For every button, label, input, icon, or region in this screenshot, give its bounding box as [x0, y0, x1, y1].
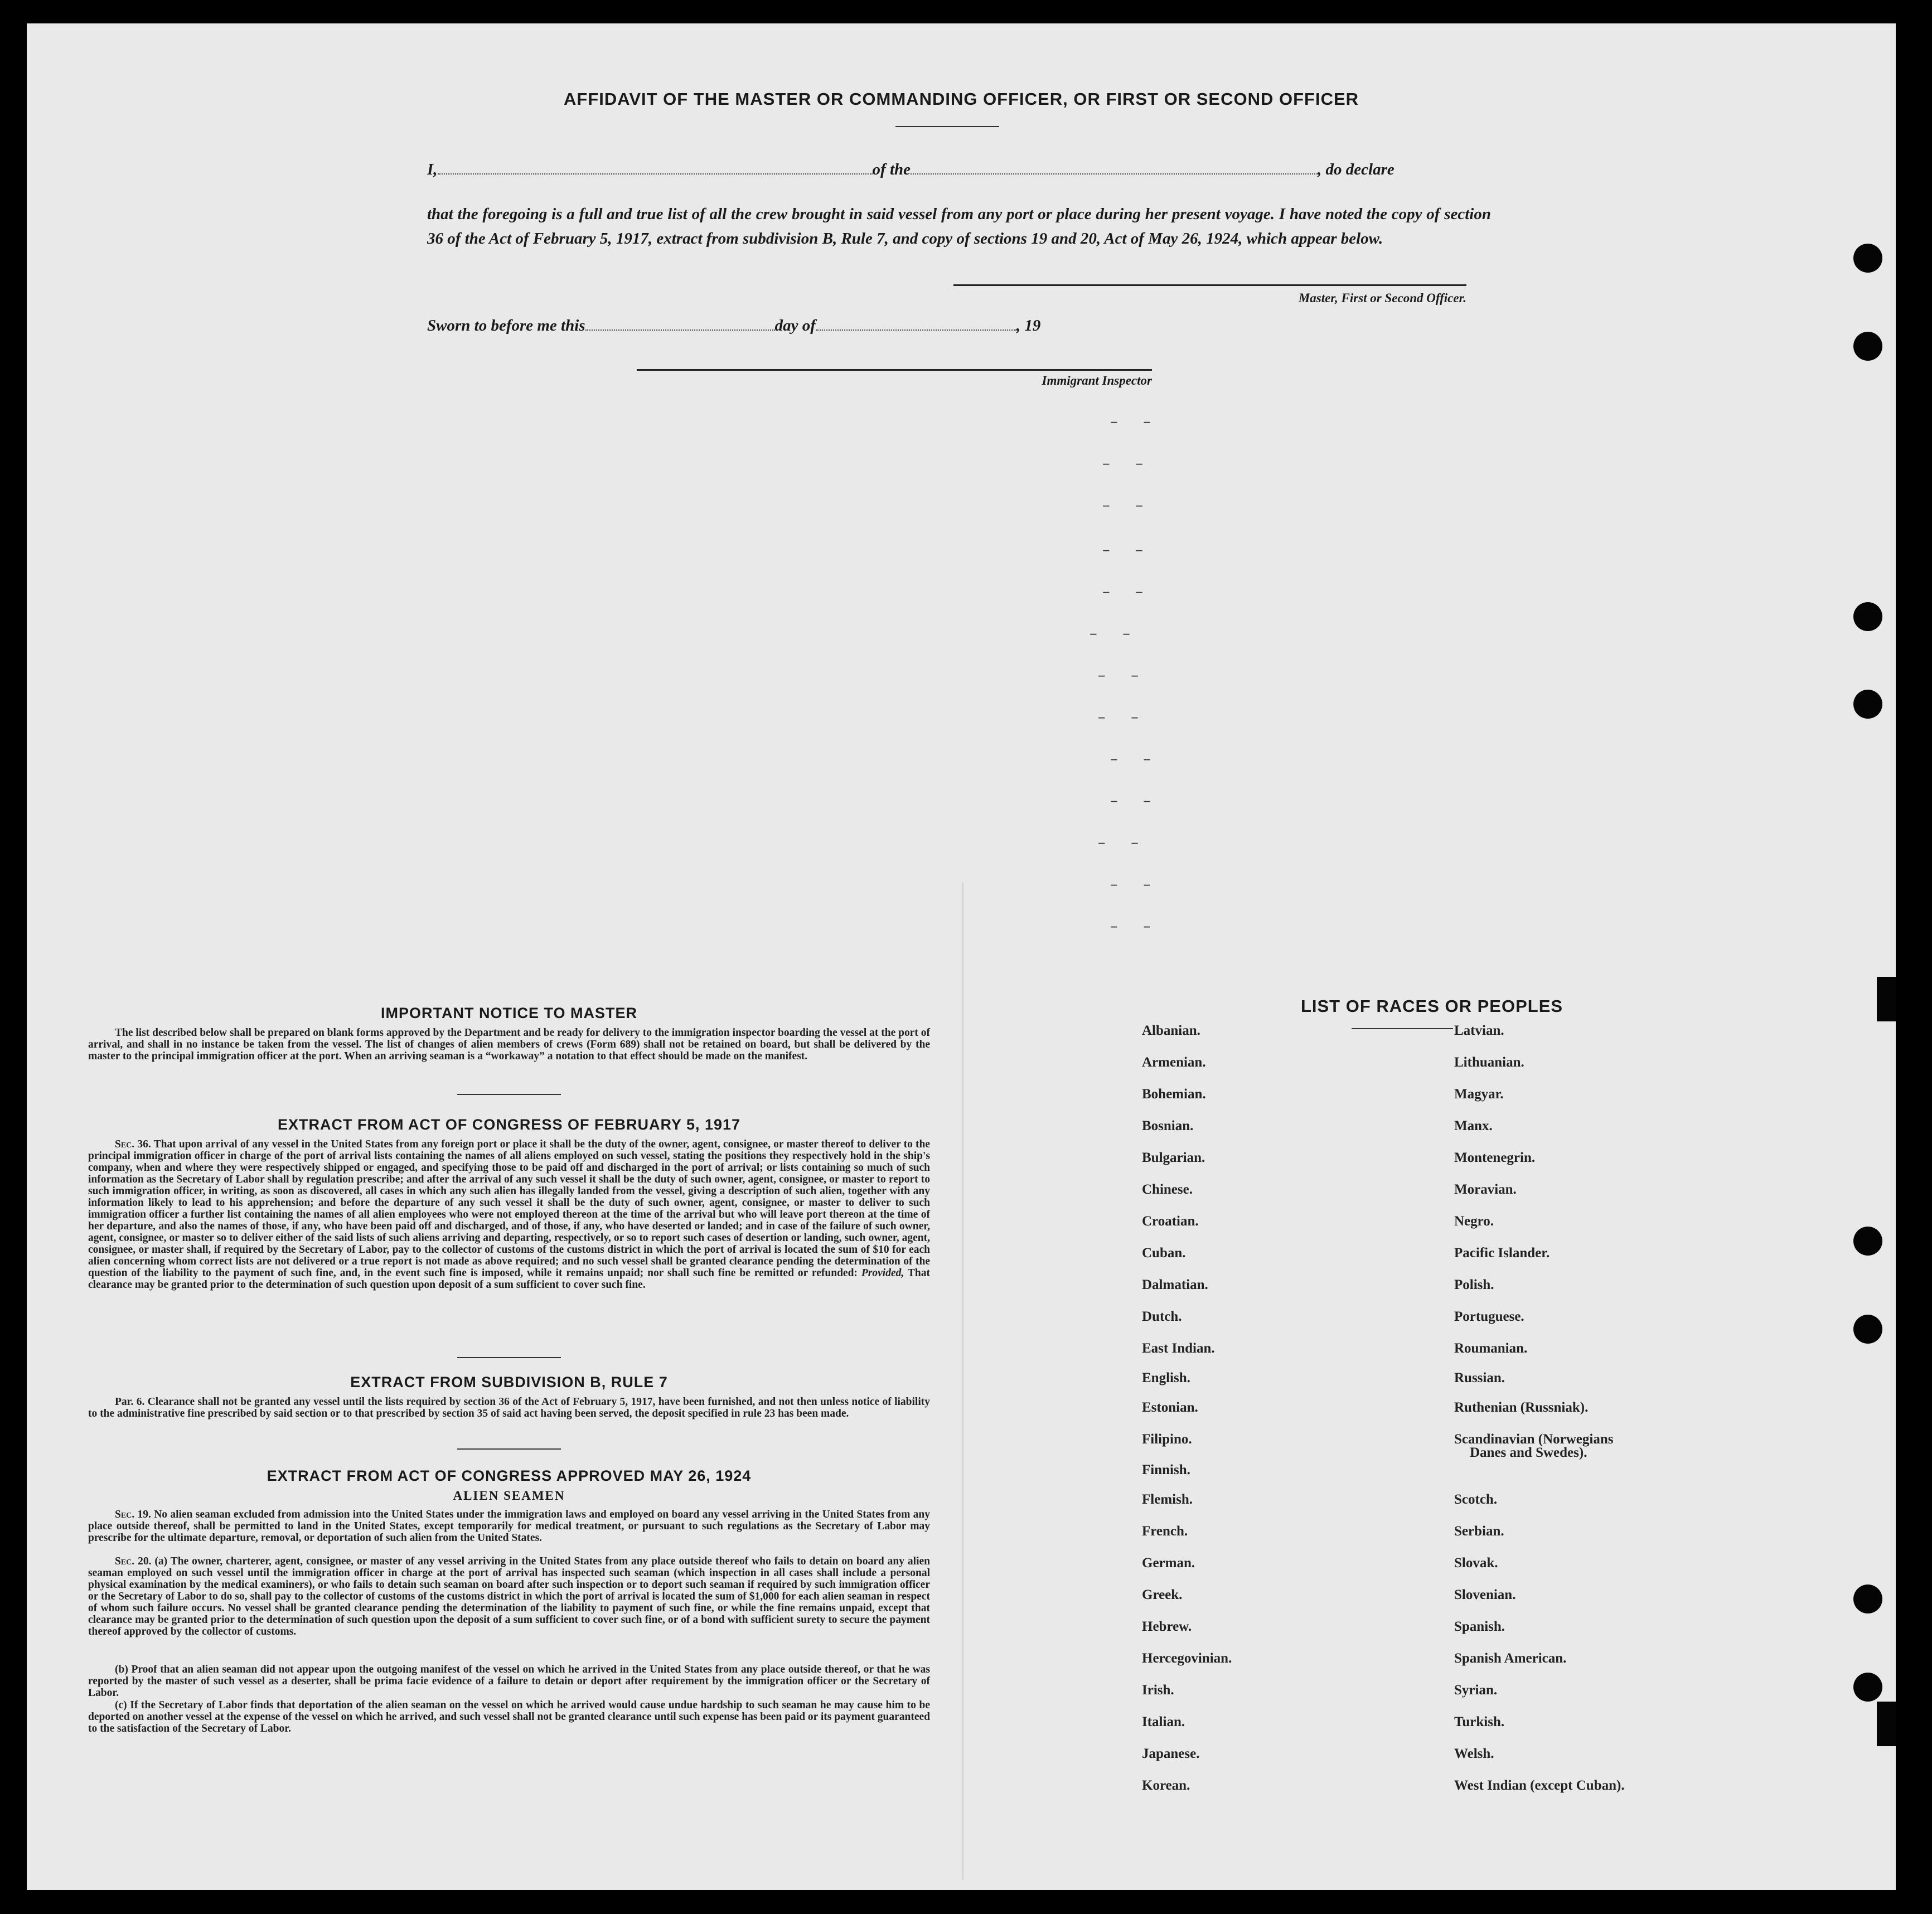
- races-title: LIST OF RACES OR PEOPLES: [1300, 996, 1563, 1016]
- race-item: Montenegrin.: [1454, 1150, 1536, 1165]
- race-item: Turkish.: [1454, 1714, 1505, 1729]
- race-item: Dutch.: [1142, 1309, 1182, 1324]
- extract-1917-rule: [457, 1357, 561, 1358]
- sec-20b-text: (b) Proof that an alien seaman did not appear upon the outgoing manifest of the vessel on which he arrived in the United States from any place outside thereof, or that he was reported by the master of such vessel as a deserter, shall be prima facie evidence of a failure to detain or deport after requirement by the immigration officer or the Secretary of Labor.: [88, 1664, 930, 1699]
- race-item: Korean.: [1142, 1778, 1190, 1793]
- race-item: Hebrew.: [1142, 1619, 1192, 1634]
- race-item: Estonian.: [1142, 1400, 1198, 1415]
- extract-1917-text: [88, 1138, 930, 1340]
- race-item: Greek.: [1142, 1587, 1183, 1602]
- race-item: Moravian.: [1454, 1182, 1517, 1197]
- sec-36-body: That upon arrival of any vessel in the United States from any foreign port or place it shall be the duty of the owner, agent, consignee, or master thereof to deliver to the principal immigration officer in charge of the port of arrival lists containing the names of all aliens employed on such vessel, stating the positions they respectively hold in the ship's company, when and where they were respectively shipped or engaged, and specifying those to be paid off and discharged in the port of arrival; or lists containing so much of such information as the Secretary of Labor shall by regulation prescribe; and after the arrival of any such vessel it shall be the duty of such owner, agent, consignee, or master to report to such immigration officer, in writing, as soon as discovered, all cases in which any such alien has illegally landed from the vessel, giving a description of such alien, together with any information likely to lead to his apprehension; and before the departure of any such vessel it shall be the duty of such owner, agent, consignee, or master to deliver to such immigration officer a further list containing the names of all alien employees who were not employed thereon at the time of the arrival but who will leave port thereon at the time of her departure, and also the names of those, if any, who have been paid off and discharged, and of those, if any, who have deserted or landed; and in case of the failure of such owner, agent, consignee, or master so to deliver either of the said lists of such aliens arriving and departing, respectively, or so to report such cases of desertion or landing, such owner, agent, consignee, or master shall, if required by the Secretary of Labor, pay to the collector of customs of the customs district in which the port of arrival is located the sum of $10 for each alien concerning whom correct lists are not delivered or a true report is not made as above required; and no such vessel shall be granted clearance pending the determination of the question of the liability to the payment of such fine, and, in the event such fine is imposed, while it remains unpaid; nor shall such fine be remitted or refunded:: [88, 1138, 930, 1279]
- sworn-year: , 19: [1016, 317, 1041, 335]
- race-item: East Indian.: [1142, 1341, 1215, 1356]
- notice-text: The list described below shall be prepared on blank forms approved by the Department and be ready for delivery to the immigration inspector boarding the vessel at the port of arrival, and shall in no instance be taken from the vessel. The list of changes of alien members of crews (Form 689) shall not be retained on board, but shall be delivered by the master to the principal immigration officer at the port. When an arriving seaman is a “workaway” a notation to that effect should be made on the manifest.: [88, 1027, 930, 1062]
- provided-label: Provided,: [861, 1267, 904, 1279]
- of-the-label: of the: [872, 161, 911, 178]
- punch-hole: [1853, 1227, 1882, 1256]
- extract-1924-title: EXTRACT FROM ACT OF CONGRESS APPROVED MAY 26, 1924: [267, 1467, 752, 1484]
- page-fold: [962, 882, 963, 1880]
- binder-tab: [1877, 1702, 1896, 1746]
- dash-mark: – –: [1097, 835, 1147, 851]
- dash-mark: – –: [1097, 709, 1147, 726]
- punch-hole: [1853, 602, 1882, 631]
- race-item: Spanish American.: [1454, 1651, 1567, 1666]
- race-item: Flemish.: [1142, 1492, 1193, 1507]
- dash-mark: – –: [1110, 918, 1159, 935]
- punch-hole: [1853, 332, 1882, 361]
- race-item: Russian.: [1454, 1370, 1505, 1385]
- race-item: Portuguese.: [1454, 1309, 1524, 1324]
- race-item: Bulgarian.: [1142, 1150, 1205, 1165]
- dash-mark: – –: [1102, 542, 1151, 559]
- race-item: Chinese.: [1142, 1182, 1193, 1197]
- name-blank[interactable]: [438, 161, 873, 175]
- affidavit-title: AFFIDAVIT OF THE MASTER OR COMMANDING OFFICER, OR FIRST OR SECOND OFFICER: [563, 89, 1359, 109]
- race-item: West Indian (except Cuban).: [1454, 1778, 1625, 1793]
- race-item: Filipino.: [1142, 1432, 1192, 1447]
- race-item: Slovak.: [1454, 1556, 1498, 1571]
- punch-hole: [1853, 244, 1882, 273]
- rule7-rule: [457, 1448, 561, 1450]
- sec-19-body: No alien seaman excluded from admission into the United States under the immigration laws and employed on board any vessel arriving in the United States from any place outside thereof, shall be permitted to land in the United States, except temporarily for medical treatment, or pursuant to such regulations as the Secretary of Labor may prescribe for the ultimate departure, removal, or deportation of such alien from the United States.: [88, 1509, 931, 1544]
- sec-20a-body: (a) The owner, charterer, agent, consignee, or master of any vessel arriving in the United States from any place outside thereof who fails to detain on board any alien seaman employed on such vessel until the immigration officer in charge at the port of arrival has inspected such seaman (which inspection in all cases shall include a personal physical examination by the medical examiners), or who fails to detain such seaman on board after such inspection or to deport such seaman if required by such immigration officer or the Secretary of Labor to do so, shall pay to the collector of customs of the customs district in which the port of arrival is located the sum of $1,000 for each alien seaman in respect of whom such failure occurs. No vessel shall be granted clearance pending the determination of the liability to payment of such fine, or while the fine remains unpaid, except that clearance may be granted prior to the determination of such question upon the deposit of a sum sufficient to cover such fine, or of a bond with sufficient surety to secure the payment thereof approved by the collector of customs.: [88, 1556, 930, 1637]
- sec-20-label: Sec. 20.: [115, 1556, 152, 1567]
- inspector-label: Immigrant Inspector: [1042, 374, 1152, 387]
- race-item: Roumanian.: [1454, 1341, 1528, 1356]
- race-item: German.: [1142, 1556, 1195, 1571]
- race-item: Scotch.: [1454, 1492, 1498, 1507]
- race-item: Polish.: [1454, 1277, 1494, 1292]
- sworn-day-blank[interactable]: [585, 317, 775, 331]
- race-item: Spanish.: [1454, 1619, 1505, 1634]
- race-item: Manx.: [1454, 1118, 1493, 1133]
- extract-1917-title: EXTRACT FROM ACT OF CONGRESS OF FEBRUARY 5, 1917: [277, 1116, 741, 1133]
- rule7-text: Par. 6. Clearance shall not be granted any vessel until the lists required by section 36 of the Act of February 5, 1917, have been furnished, and not then unless notice of liability to the administrative fine prescribed by said section or to that prescribed by section 35 of said act having been served, the deposit specified in rule 23 has been made.: [88, 1396, 930, 1419]
- race-item: Welsh.: [1454, 1746, 1494, 1761]
- notice-rule: [457, 1094, 561, 1095]
- sworn-line: [427, 313, 1491, 338]
- race-item: Pacific Islander.: [1454, 1246, 1550, 1261]
- race-item: Japanese.: [1142, 1746, 1200, 1761]
- race-item: Irish.: [1142, 1683, 1174, 1698]
- dash-mark: – –: [1110, 793, 1159, 810]
- race-item: Latvian.: [1454, 1023, 1504, 1038]
- sworn-day-of: day of: [774, 317, 816, 335]
- race-item: Lithuanian.: [1454, 1055, 1524, 1070]
- notice-title: IMPORTANT NOTICE TO MASTER: [381, 1005, 637, 1021]
- sec-19-text: [88, 1509, 930, 1556]
- sec-19-label: Sec. 19.: [115, 1509, 151, 1520]
- race-item: Albanian.: [1142, 1023, 1200, 1038]
- sec-20c-text: (c) If the Secretary of Labor finds that deportation of the alien seaman on the vessel on which he arrived would cause undue hardship to such seaman he may cause him to be deported on another vessel at the expense of the vessel on which he arrived, and such vessel shall not be granted clearance until such expense has been paid or its payment guaranteed to the satisfaction of the Secretary of Labor.: [88, 1699, 930, 1734]
- i-label: I,: [427, 161, 438, 178]
- race-item: Cuban.: [1142, 1246, 1186, 1261]
- dash-mark: – –: [1110, 876, 1159, 893]
- dash-mark: – –: [1097, 667, 1147, 684]
- sworn-month-blank[interactable]: [816, 317, 1016, 331]
- punch-hole: [1853, 690, 1882, 719]
- punch-hole: [1853, 1584, 1882, 1613]
- race-item: Ruthenian (Russniak).: [1454, 1400, 1589, 1415]
- dash-mark: – –: [1102, 456, 1151, 472]
- race-item: Scandinavian (Norwegians: [1454, 1432, 1614, 1447]
- sec-36-end: That clearance may be granted prior to the determination of such question upon deposit of a sum sufficient to cover such fine.: [88, 1267, 930, 1291]
- master-signature-label: Master, First or Second Officer.: [1298, 291, 1466, 305]
- title-rule: [895, 126, 999, 127]
- race-item: Negro.: [1454, 1214, 1494, 1229]
- dash-mark: – –: [1110, 414, 1159, 430]
- race-item: Hercegovinian.: [1142, 1651, 1232, 1666]
- master-signature-line[interactable]: [953, 284, 1466, 286]
- race-item: Slovenian.: [1454, 1587, 1516, 1602]
- punch-hole: [1853, 1315, 1882, 1344]
- dash-mark: – –: [1089, 626, 1139, 642]
- race-item: Italian.: [1142, 1714, 1185, 1729]
- race-item: Syrian.: [1454, 1683, 1498, 1698]
- punch-hole: [1853, 1673, 1882, 1702]
- sec-36-label: Sec. 36.: [115, 1138, 151, 1150]
- race-item: Finnish.: [1142, 1462, 1190, 1477]
- affidavit-declaration-line: [427, 157, 1491, 182]
- race-item: Bohemian.: [1142, 1087, 1206, 1102]
- document-sheet: [27, 23, 1896, 1890]
- vessel-blank[interactable]: [911, 161, 1318, 175]
- rule7-title: EXTRACT FROM SUBDIVISION B, RULE 7: [350, 1374, 668, 1390]
- sec-20a-text: [88, 1556, 930, 1661]
- dash-mark: – –: [1102, 497, 1151, 514]
- race-item: Bosnian.: [1142, 1118, 1194, 1133]
- race-item: Armenian.: [1142, 1055, 1206, 1070]
- race-item: Serbian.: [1454, 1524, 1504, 1539]
- binder-tab: [1877, 977, 1896, 1021]
- dash-mark: – –: [1110, 751, 1159, 768]
- race-item: Magyar.: [1454, 1087, 1504, 1102]
- declare-label: , do declare: [1318, 161, 1394, 178]
- race-item: Danes and Swedes).: [1470, 1445, 1587, 1460]
- affidavit-paragraph: that the foregoing is a full and true list of all the crew brought in said vessel from any port or place during her present voyage. I have noted the copy of section 36 of the Act of February 5, 1917, extract from subdivision B, Rule 7, and copy of sections 19 and 20, Act of May 26, 1924, which appear below.: [427, 205, 1491, 248]
- races-rule: [1352, 1028, 1453, 1029]
- race-item: Croatian.: [1142, 1214, 1199, 1229]
- inspector-signature-line[interactable]: [637, 369, 1152, 371]
- alien-seamen-subtitle: ALIEN SEAMEN: [453, 1489, 565, 1503]
- sworn-prefix: Sworn to before me this: [427, 317, 585, 335]
- race-item: English.: [1142, 1370, 1190, 1385]
- race-item: French.: [1142, 1524, 1188, 1539]
- race-item: Dalmatian.: [1142, 1277, 1208, 1292]
- dash-mark: – –: [1102, 584, 1151, 600]
